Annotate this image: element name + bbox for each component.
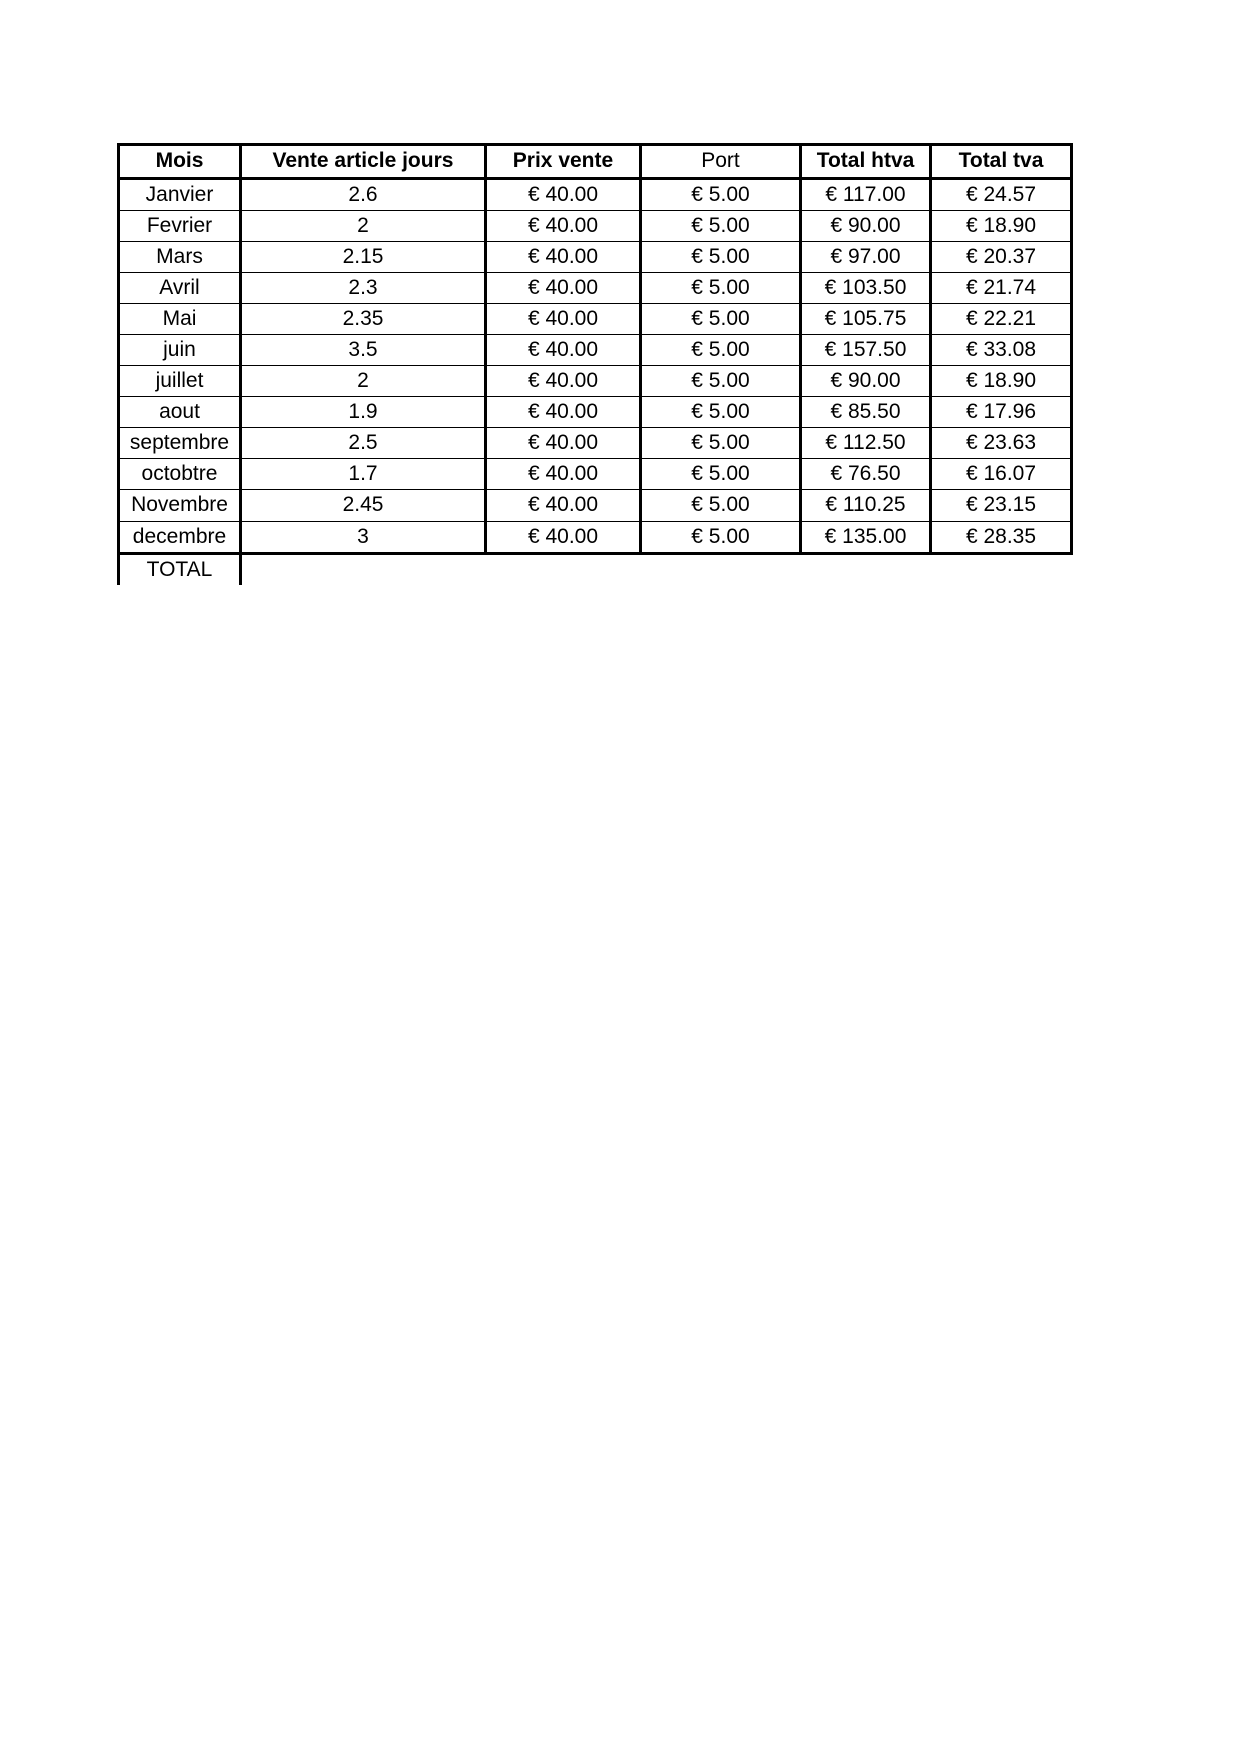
- cell-tva: € 23.15: [931, 490, 1072, 521]
- cell-port: € 5.00: [641, 366, 801, 397]
- table-row: [119, 428, 1072, 459]
- column-header-total-tva: Total tva: [931, 145, 1072, 179]
- table-row: [119, 459, 1072, 490]
- total-cell-vente: [241, 553, 486, 585]
- cell-port: € 5.00: [641, 521, 801, 553]
- cell-vente: 2.6: [241, 179, 486, 211]
- header-row: [119, 145, 1072, 179]
- cell-htva: € 112.50: [801, 428, 931, 459]
- cell-port: € 5.00: [641, 273, 801, 304]
- cell-prix: € 40.00: [486, 179, 641, 211]
- cell-htva: € 90.00: [801, 211, 931, 242]
- table-row: [119, 490, 1072, 521]
- cell-htva: € 97.00: [801, 242, 931, 273]
- cell-port: € 5.00: [641, 242, 801, 273]
- cell-mois: Novembre: [119, 490, 241, 521]
- table-row: [119, 211, 1072, 242]
- total-label: TOTAL: [119, 553, 241, 585]
- cell-vente: 2: [241, 211, 486, 242]
- cell-vente: 1.9: [241, 397, 486, 428]
- total-row: [119, 553, 1072, 585]
- cell-tva: € 33.08: [931, 335, 1072, 366]
- cell-port: € 5.00: [641, 335, 801, 366]
- cell-vente: 3.5: [241, 335, 486, 366]
- cell-mois: Janvier: [119, 179, 241, 211]
- total-cell-htva: [801, 553, 931, 585]
- cell-tva: € 16.07: [931, 459, 1072, 490]
- cell-vente: 3: [241, 521, 486, 553]
- column-header-mois: Mois: [119, 145, 241, 179]
- total-cell-prix: [486, 553, 641, 585]
- total-cell-tva: [931, 553, 1072, 585]
- table-row: [119, 273, 1072, 304]
- cell-vente: 2.3: [241, 273, 486, 304]
- cell-tva: € 22.21: [931, 304, 1072, 335]
- table-row: [119, 335, 1072, 366]
- cell-prix: € 40.00: [486, 242, 641, 273]
- cell-prix: € 40.00: [486, 521, 641, 553]
- cell-port: € 5.00: [641, 459, 801, 490]
- cell-tva: € 23.63: [931, 428, 1072, 459]
- cell-prix: € 40.00: [486, 211, 641, 242]
- cell-mois: octobtre: [119, 459, 241, 490]
- table-row: [119, 179, 1072, 211]
- cell-mois: Mai: [119, 304, 241, 335]
- cell-port: € 5.00: [641, 304, 801, 335]
- cell-htva: € 103.50: [801, 273, 931, 304]
- table-row: [119, 242, 1072, 273]
- cell-tva: € 20.37: [931, 242, 1072, 273]
- cell-prix: € 40.00: [486, 335, 641, 366]
- sales-table: [117, 143, 1073, 585]
- cell-tva: € 18.90: [931, 366, 1072, 397]
- cell-prix: € 40.00: [486, 428, 641, 459]
- cell-mois: Fevrier: [119, 211, 241, 242]
- cell-vente: 2.45: [241, 490, 486, 521]
- cell-prix: € 40.00: [486, 273, 641, 304]
- cell-port: € 5.00: [641, 490, 801, 521]
- table-header: [119, 145, 1072, 179]
- cell-htva: € 135.00: [801, 521, 931, 553]
- cell-vente: 2.5: [241, 428, 486, 459]
- cell-prix: € 40.00: [486, 397, 641, 428]
- table-body: [119, 179, 1072, 586]
- column-header-vente-article-jours: Vente article jours: [241, 145, 486, 179]
- cell-mois: juin: [119, 335, 241, 366]
- cell-vente: 2.15: [241, 242, 486, 273]
- cell-vente: 1.7: [241, 459, 486, 490]
- column-header-port: Port: [641, 145, 801, 179]
- cell-htva: € 117.00: [801, 179, 931, 211]
- cell-tva: € 24.57: [931, 179, 1072, 211]
- cell-vente: 2: [241, 366, 486, 397]
- column-header-prix-vente: Prix vente: [486, 145, 641, 179]
- table-row: [119, 521, 1072, 553]
- cell-port: € 5.00: [641, 211, 801, 242]
- spreadsheet-area: [117, 143, 1070, 585]
- cell-prix: € 40.00: [486, 490, 641, 521]
- cell-port: € 5.00: [641, 428, 801, 459]
- total-cell-port: [641, 553, 801, 585]
- table-row: [119, 304, 1072, 335]
- cell-mois: Avril: [119, 273, 241, 304]
- cell-htva: € 76.50: [801, 459, 931, 490]
- cell-htva: € 157.50: [801, 335, 931, 366]
- cell-tva: € 18.90: [931, 211, 1072, 242]
- cell-mois: Mars: [119, 242, 241, 273]
- cell-htva: € 90.00: [801, 366, 931, 397]
- cell-mois: aout: [119, 397, 241, 428]
- cell-vente: 2.35: [241, 304, 486, 335]
- cell-htva: € 105.75: [801, 304, 931, 335]
- cell-mois: juillet: [119, 366, 241, 397]
- table-row: [119, 366, 1072, 397]
- cell-prix: € 40.00: [486, 366, 641, 397]
- cell-prix: € 40.00: [486, 304, 641, 335]
- cell-port: € 5.00: [641, 397, 801, 428]
- cell-mois: decembre: [119, 521, 241, 553]
- cell-prix: € 40.00: [486, 459, 641, 490]
- cell-mois: septembre: [119, 428, 241, 459]
- cell-port: € 5.00: [641, 179, 801, 211]
- cell-htva: € 110.25: [801, 490, 931, 521]
- cell-tva: € 28.35: [931, 521, 1072, 553]
- column-header-total-htva: Total htva: [801, 145, 931, 179]
- table-row: [119, 397, 1072, 428]
- cell-htva: € 85.50: [801, 397, 931, 428]
- cell-tva: € 17.96: [931, 397, 1072, 428]
- cell-tva: € 21.74: [931, 273, 1072, 304]
